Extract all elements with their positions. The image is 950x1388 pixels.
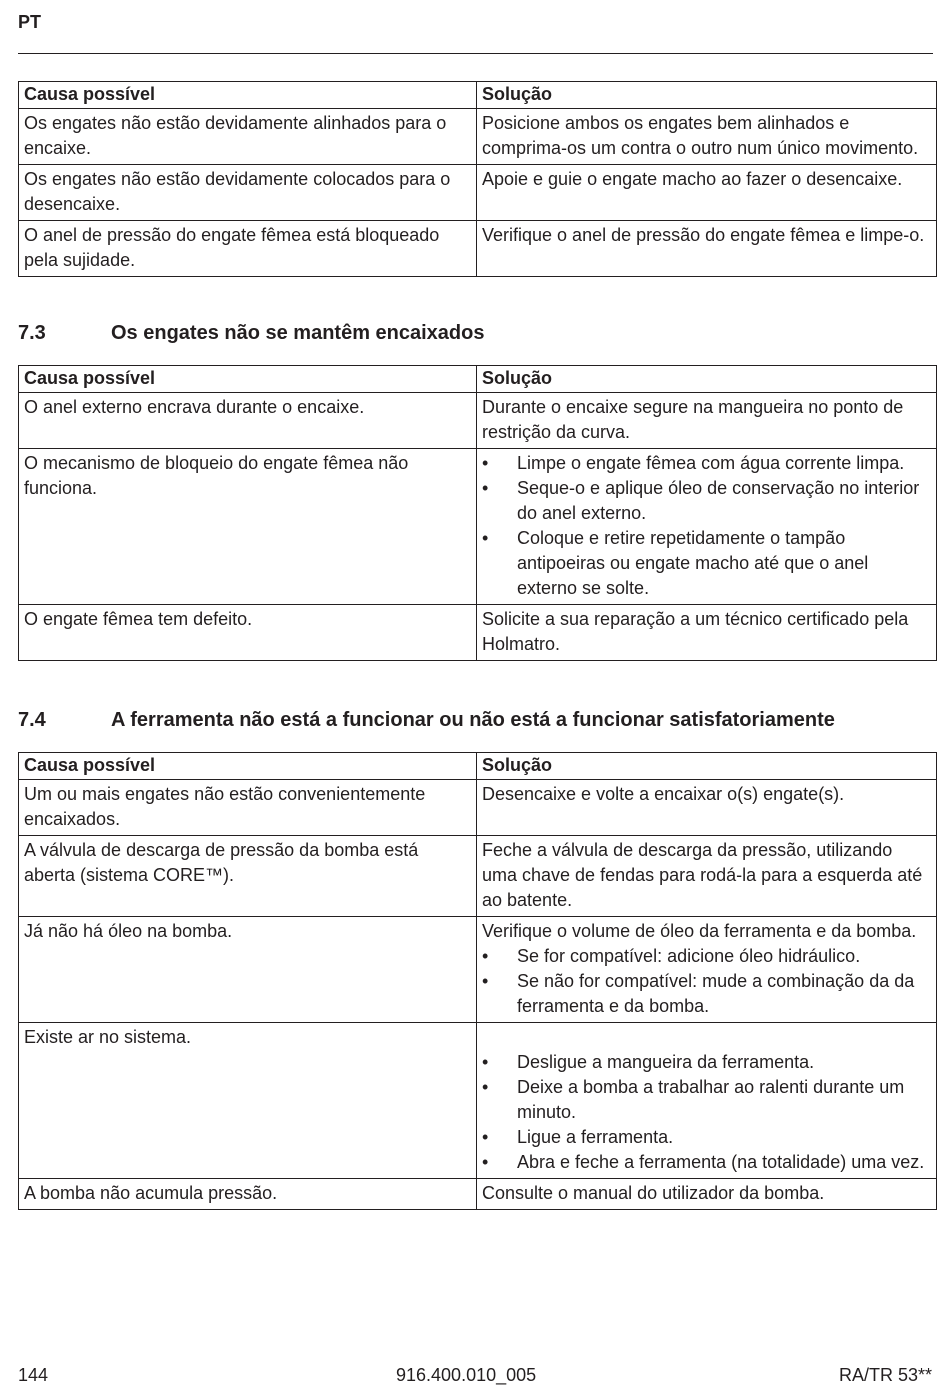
section-heading-7-4 (18, 709, 835, 732)
solution-cell: Posicione ambos os engates bem alinhados e comprima-os um contra o outro num único movimento. (477, 109, 937, 165)
table-row (19, 605, 937, 661)
bullet-item: • Se não for compatível: mude a combinação da da ferramenta e da bomba. (482, 969, 931, 1019)
cause-cell: Um ou mais engates não estão convenientemente encaixados. (19, 780, 477, 836)
solution-cell: Solicite a sua reparação a um técnico certificado pela Holmatro. (477, 605, 937, 661)
column-header-cause: Causa possível (19, 82, 477, 109)
document-code: 916.400.010_005 (396, 1365, 537, 1385)
cause-cell: O mecanismo de bloqueio do engate fêmea não funciona. (19, 449, 477, 605)
bullet-item: • Deixe a bomba a trabalhar ao ralenti durante um minuto. (482, 1075, 931, 1125)
table-row (19, 1179, 937, 1210)
bullet-item: • Abra e feche a ferramenta (na totalidade) uma vez. (482, 1150, 931, 1175)
solution-cell: Consulte o manual do utilizador da bomba. (477, 1179, 937, 1210)
column-header-solution: Solução (477, 82, 937, 109)
table-row (19, 165, 937, 221)
table-row (19, 780, 937, 836)
solution-bullet-list (482, 1050, 931, 1175)
solution-bullet-list (482, 944, 931, 1019)
table-header-row (19, 753, 937, 780)
solution-cell: Apoie e guie o engate macho ao fazer o desencaixe. (477, 165, 937, 221)
table-header-row (19, 366, 937, 393)
bullet-item: • Seque-o e aplique óleo de conservação no interior do anel externo. (482, 476, 931, 526)
bullet-item: • Ligue a ferramenta. (482, 1125, 931, 1150)
troubleshooting-table-2 (18, 365, 937, 661)
table-header-row (19, 82, 937, 109)
cause-cell: Existe ar no sistema. (19, 1023, 477, 1179)
language-code: PT (18, 12, 42, 32)
troubleshooting-table-1 (18, 81, 937, 277)
column-header-solution: Solução (477, 753, 937, 780)
section-number: 7.4 (18, 709, 46, 731)
solution-cell: Verifique o anel de pressão do engate fêmea e limpe-o. (477, 221, 937, 277)
solution-cell: Feche a válvula de descarga da pressão, utilizando uma chave de fendas para rodá-la para a esquerda até ao batente. (477, 836, 937, 917)
table-row (19, 109, 937, 165)
solution-cell (477, 449, 937, 605)
column-header-cause: Causa possível (19, 753, 477, 780)
bullet-item: • Desligue a mangueira da ferramenta. (482, 1050, 931, 1075)
table-row (19, 449, 937, 605)
section-title: A ferramenta não está a funcionar ou não está a funcionar satisfatoriamente (111, 709, 835, 731)
table-row (19, 1023, 937, 1179)
cause-cell: Os engates não estão devidamente alinhados para o encaixe. (19, 109, 477, 165)
solution-text: Verifique o volume de óleo da ferramenta e da bomba. (482, 921, 917, 941)
page-number: 144 (18, 1365, 49, 1385)
column-header-cause: Causa possível (19, 366, 477, 393)
solution-bullet-list (482, 451, 931, 601)
bullet-item: • Coloque e retire repetidamente o tampão antipoeiras ou engate macho até que o anel externo se solte. (482, 526, 931, 601)
table-row (19, 917, 937, 1023)
header-divider (18, 53, 933, 54)
cause-cell: A bomba não acumula pressão. (19, 1179, 477, 1210)
table-row (19, 836, 937, 917)
cause-cell: O anel externo encrava durante o encaixe. (19, 393, 477, 449)
table-row (19, 221, 937, 277)
troubleshooting-table-3 (18, 752, 937, 1210)
solution-cell (477, 1023, 937, 1179)
bullet-item: • Se for compatível: adicione óleo hidráulico. (482, 944, 931, 969)
solution-cell: Durante o encaixe segure na mangueira no ponto de restrição da curva. (477, 393, 937, 449)
cause-cell: Os engates não estão devidamente colocados para o desencaixe. (19, 165, 477, 221)
column-header-solution: Solução (477, 366, 937, 393)
bullet-item: • Limpe o engate fêmea com água corrente limpa. (482, 451, 931, 476)
cause-cell: O anel de pressão do engate fêmea está bloqueado pela sujidade. (19, 221, 477, 277)
solution-cell: Desencaixe e volte a encaixar o(s) engate(s). (477, 780, 937, 836)
section-heading-7-3 (18, 322, 485, 345)
model-code: RA/TR 53** (838, 1365, 932, 1385)
cause-cell: A válvula de descarga de pressão da bomba está aberta (sistema CORE™). (19, 836, 477, 917)
cause-cell: Já não há óleo na bomba. (19, 917, 477, 1023)
blank-line (482, 1025, 931, 1050)
section-number: 7.3 (18, 322, 46, 344)
table-row (19, 393, 937, 449)
solution-cell (477, 917, 937, 1023)
cause-cell: O engate fêmea tem defeito. (19, 605, 477, 661)
section-title: Os engates não se mantêm encaixados (111, 322, 485, 344)
